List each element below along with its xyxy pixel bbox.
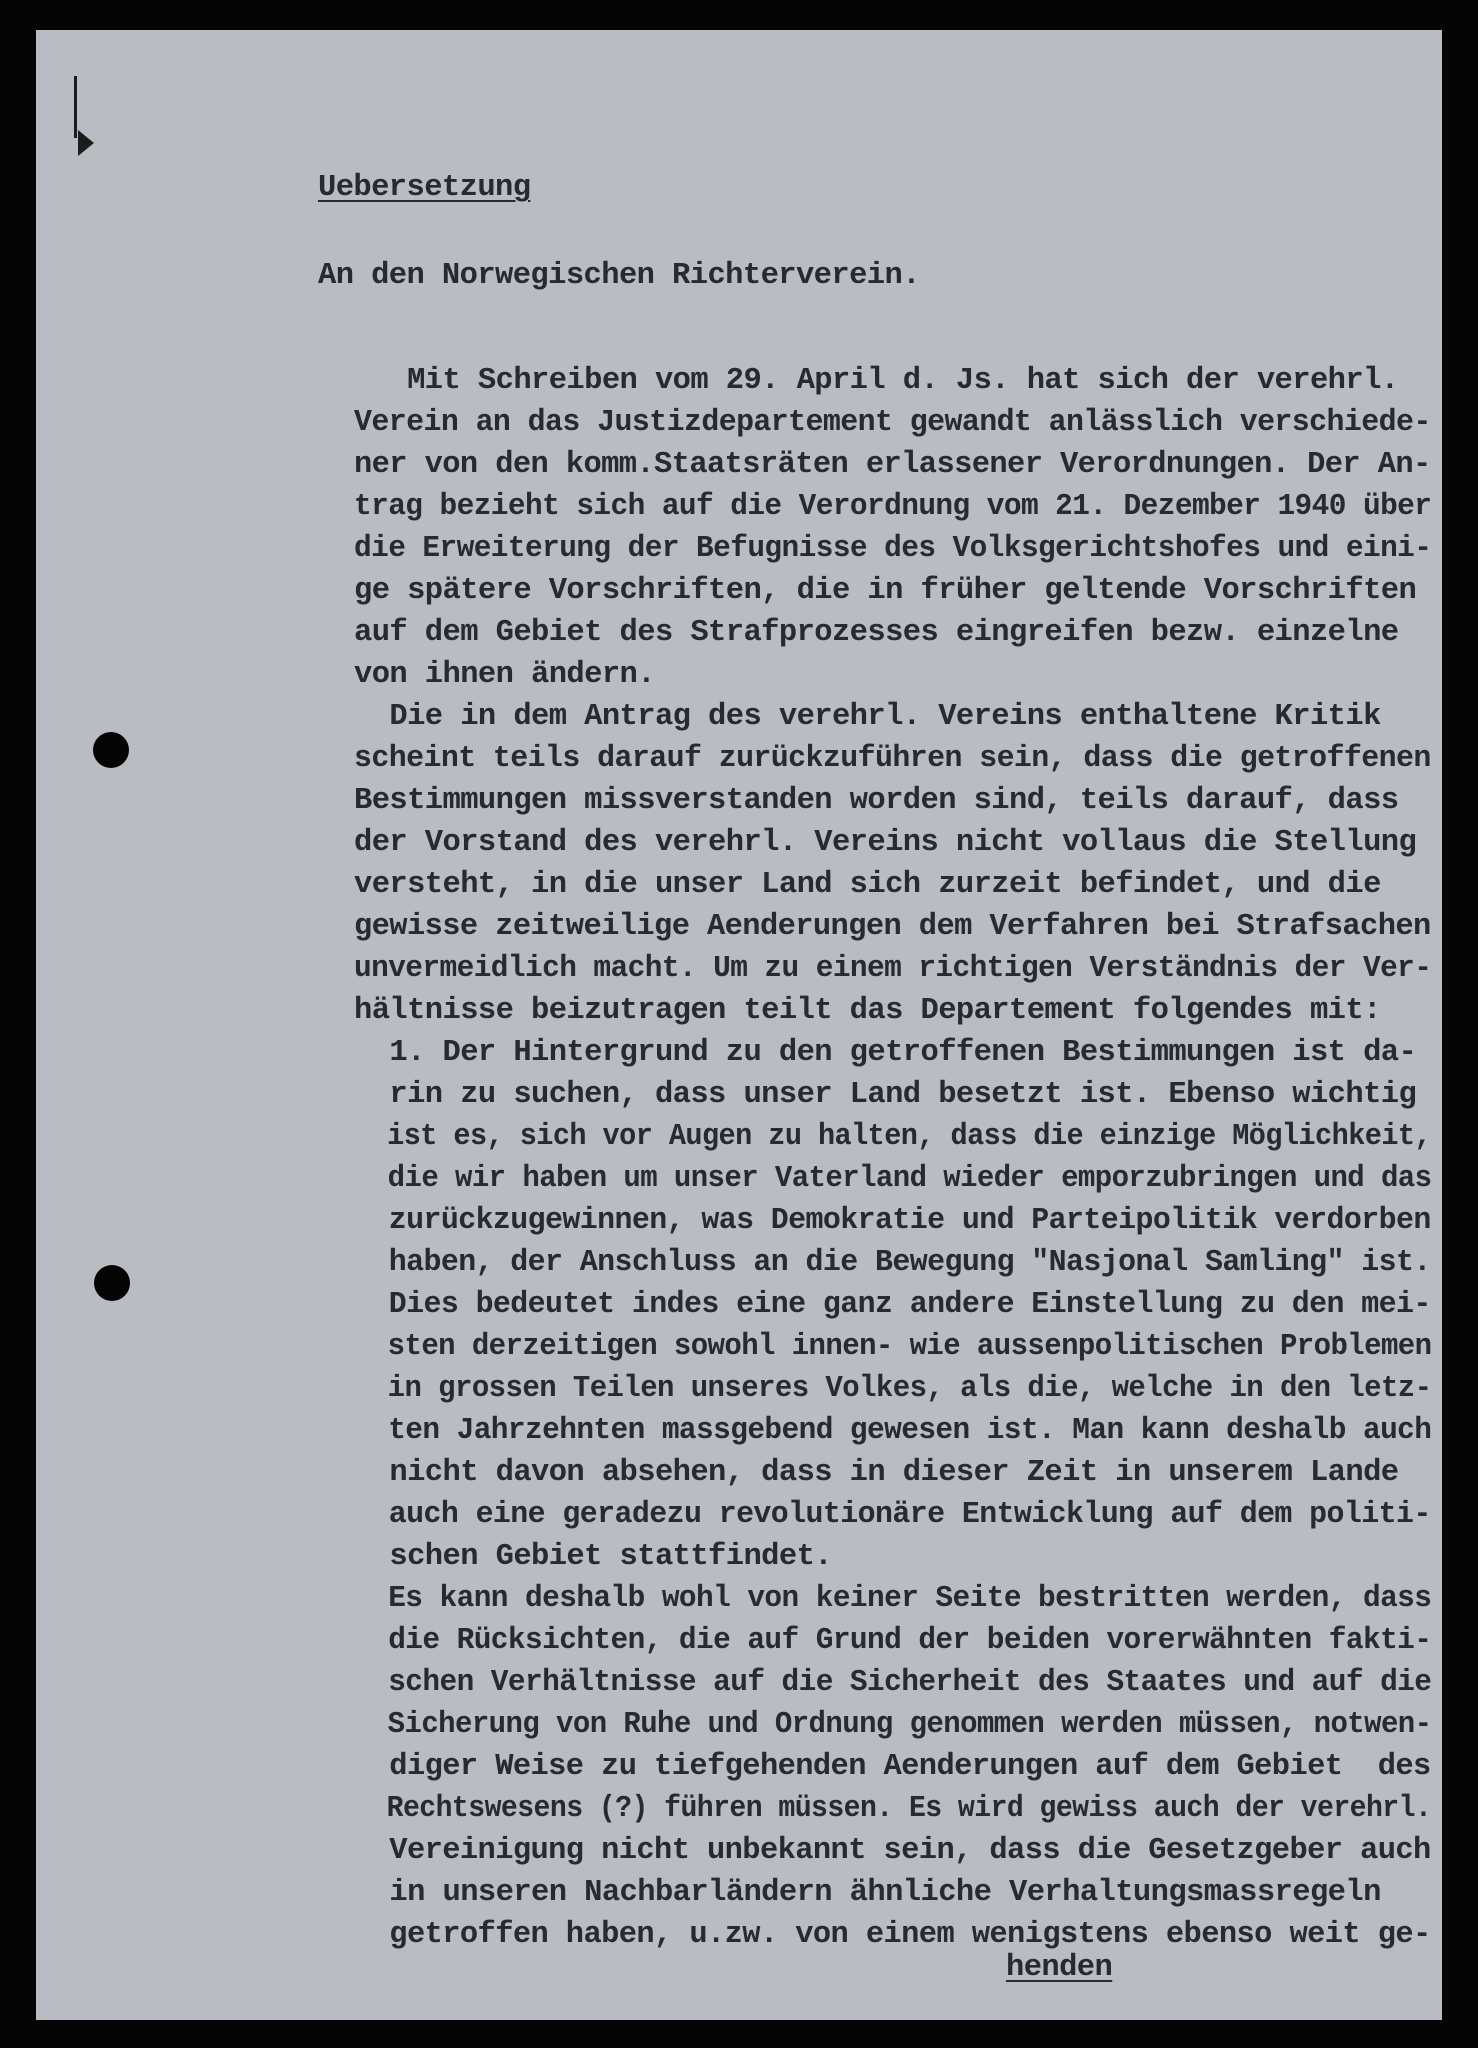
body-line: in unseren Nachbarländern ähnliche Verhaltungsmassregeln — [354, 1876, 1381, 1910]
body-line: schen Gebiet stattfindet. — [354, 1540, 832, 1574]
typed-text — [36, 30, 1442, 1985]
body-line: in grossen Teilen unseres Volkes, als die, welche in den letz- — [354, 1372, 1432, 1406]
body-line: haben, der Anschluss an die Bewegung "Nasjonal Samling" ist. — [354, 1246, 1431, 1280]
body-line: ist es, sich vor Augen zu halten, dass die einzige Möglichkeit, — [354, 1120, 1432, 1154]
body-line: auf dem Gebiet des Strafprozesses eingreifen bezw. einzelne — [354, 616, 1399, 650]
catchword: henden — [1006, 1951, 1113, 1985]
document-heading: Uebersetzung — [318, 171, 531, 205]
body-line: zurückzugewinnen, was Demokratie und Parteipolitik verdorben — [354, 1204, 1431, 1238]
body-line: die wir haben um unser Vaterland wieder emporzubringen und das — [354, 1162, 1432, 1196]
body-line: versteht, in die unser Land sich zurzeit befindet, und die — [354, 868, 1381, 902]
body-line: die Erweiterung der Befugnisse des Volksgerichtshofes und eini- — [354, 532, 1432, 566]
body-line: scheint teils darauf zurückzuführen sein, dass die getroffenen — [354, 742, 1431, 776]
body-line: nicht davon absehen, dass in dieser Zeit in unserem Lande — [354, 1456, 1399, 1490]
body-line: trag bezieht sich auf die Verordnung vom 21. Dezember 1940 über — [354, 490, 1432, 524]
body-line: 1. Der Hintergrund zu den getroffenen Bestimmungen ist da- — [354, 1036, 1417, 1070]
body-line: der Vorstand des verehrl. Vereins nicht vollaus die Stellung — [354, 826, 1417, 860]
body-line: Bestimmungen missverstanden worden sind, teils darauf, dass — [354, 784, 1399, 818]
body-line: Verein an das Justizdepartement gewandt anlässlich verschiede- — [354, 406, 1431, 440]
addressee-line: An den Norwegischen Richterverein. — [318, 259, 920, 293]
body-line: Sicherung von Ruhe und Ordnung genommen werden müssen, notwen- — [354, 1708, 1432, 1742]
body-line: Dies bedeutet indes eine ganz andere Einstellung zu den mei- — [354, 1288, 1431, 1322]
body-line: Vereinigung nicht unbekannt sein, dass die Gesetzgeber auch — [354, 1834, 1431, 1868]
body-line: ge spätere Vorschriften, die in früher geltende Vorschriften — [354, 574, 1417, 608]
body-line: auch eine geradezu revolutionäre Entwicklung auf dem politi- — [354, 1498, 1431, 1532]
body-line: von ihnen ändern. — [354, 658, 655, 692]
body-line: die Rücksichten, die auf Grund der beiden vorerwähnten fakti- — [354, 1624, 1432, 1658]
body-line: Die in dem Antrag des verehrl. Vereins enthaltene Kritik — [354, 700, 1381, 734]
body-line: unvermeidlich macht. Um zu einem richtigen Verständnis der Ver- — [354, 952, 1432, 986]
body-line: ten Jahrzehnten massgebend gewesen ist. Man kann deshalb auch — [354, 1414, 1432, 1448]
body-line: gewisse zeitweilige Aenderungen dem Verfahren bei Strafsachen — [354, 910, 1431, 944]
body-line: Mit Schreiben vom 29. April d. Js. hat sich der verehrl. — [354, 364, 1399, 398]
body-line: hältnisse beizutragen teilt das Departement folgendes mit: — [354, 994, 1381, 1028]
body-line: Rechtswesens (?) führen müssen. Es wird gewiss auch der verehrl. — [354, 1792, 1432, 1826]
document-page — [36, 30, 1442, 2020]
body-line: getroffen haben, u.zw. von einem wenigstens ebenso weit ge- — [354, 1918, 1431, 1952]
body-line: rin zu suchen, dass unser Land besetzt ist. Ebenso wichtig — [354, 1078, 1417, 1112]
body-line: sten derzeitigen sowohl innen- wie aussenpolitischen Problemen — [354, 1330, 1432, 1364]
body-line: diger Weise zu tiefgehenden Aenderungen auf dem Gebiet des — [354, 1750, 1431, 1784]
body-line: ner von den komm.Staatsräten erlassener Verordnungen. Der An- — [354, 448, 1431, 482]
body-line: Es kann deshalb wohl von keiner Seite bestritten werden, dass — [354, 1582, 1432, 1616]
body-line: schen Verhältnisse auf die Sicherheit des Staates und auf die — [354, 1666, 1432, 1700]
